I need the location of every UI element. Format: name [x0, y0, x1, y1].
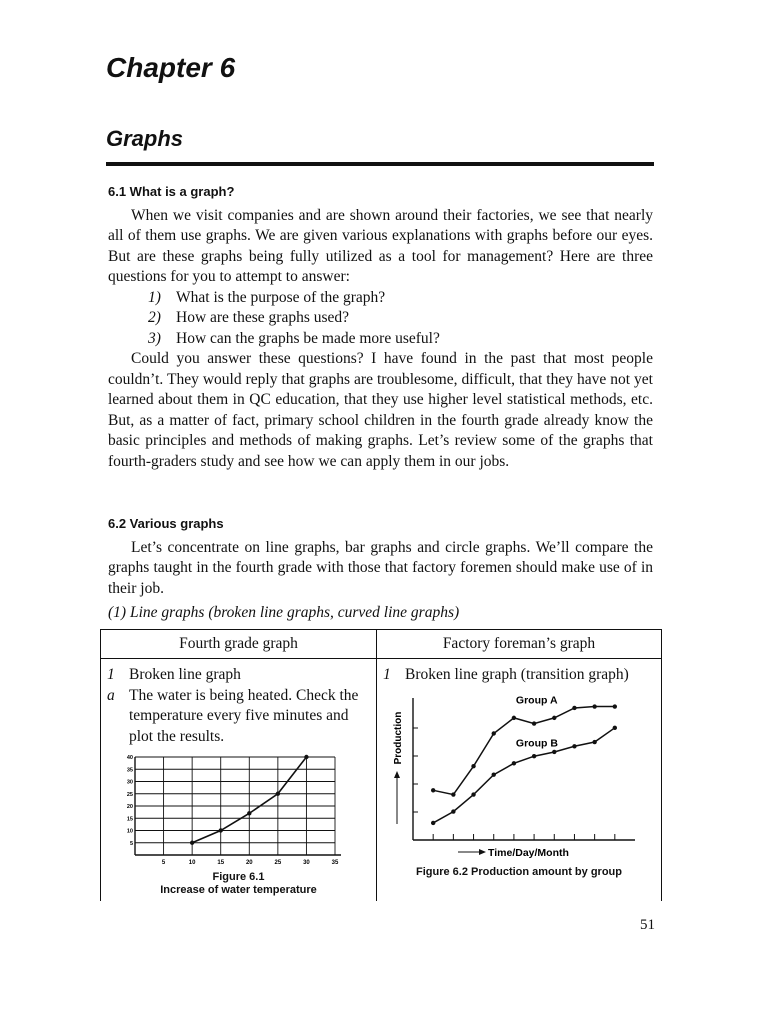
data-point — [572, 705, 576, 709]
data-point — [492, 731, 496, 735]
section-heading: 6.1 What is a graph? — [108, 184, 235, 199]
data-point — [572, 744, 576, 748]
data-point — [190, 841, 194, 845]
section-6-2 — [108, 514, 653, 624]
y-tick-label: 5 — [129, 840, 133, 847]
x-tick-label: 35 — [331, 860, 339, 866]
paragraph: Let’s concentrate on line graphs, bar graphs and circle graphs. We’ll compare the graphs taught in the fourth grade with those that factory foremen should make use of in their job. — [108, 538, 653, 597]
x-tick-label: 5 — [161, 860, 166, 866]
chart-production-by-group — [383, 690, 647, 864]
data-point — [304, 755, 308, 759]
series-line-group-a — [433, 706, 615, 794]
figure-caption: Production amount by group — [471, 865, 622, 878]
y-axis-label: Production — [393, 711, 404, 764]
y-tick-label: 15 — [126, 816, 133, 823]
chapter-label: Chapter 6 — [106, 52, 236, 83]
data-point — [532, 754, 536, 758]
y-tick-label: 40 — [126, 755, 133, 761]
figure-caption-line — [383, 866, 655, 879]
figure-caption: Increase of water temperature — [160, 884, 317, 896]
data-point — [247, 811, 251, 815]
figure-label: Figure 6.1 — [212, 871, 265, 883]
list-item: 3) How can the graphs be made more useful? — [148, 329, 440, 347]
left-cell: 1 Broken line graph a The water is being heated. Check the temperature every five minutes and plot the results. 5 10 15 20 25 30 35 5 10 15 20 25 30 35 40 Figure 6.1 Increase of water temperature — [101, 659, 377, 902]
item-title: Broken line graph — [129, 666, 241, 683]
x-tick-label: 20 — [245, 860, 253, 866]
data-point — [219, 828, 223, 832]
section-heading: 6.2 Various graphs — [108, 516, 224, 531]
data-point — [512, 715, 516, 719]
plot-area — [393, 694, 635, 858]
chart-water-temperature — [107, 751, 359, 869]
paragraph: When we visit companies and are shown around their factories, we see that nearly all of them use graphs. We are given various explanations with graphs before our eyes. But are these graphs being fully utilized as a tool for management? Here are three questions for you to attempt to answer: — [108, 206, 653, 285]
data-point — [552, 715, 556, 719]
question-list — [108, 288, 653, 350]
x-tick-label: 25 — [274, 860, 282, 866]
data-point — [471, 763, 475, 767]
chapter-title: Graphs — [106, 126, 184, 151]
y-tick-label: 35 — [126, 767, 133, 774]
title-rule — [106, 162, 654, 166]
data-point — [471, 792, 475, 796]
series-label: Group A — [515, 694, 558, 707]
list-item: 1) What is the purpose of the graph? — [148, 288, 386, 306]
x-tick-label: 15 — [217, 860, 225, 866]
data-point — [492, 772, 496, 776]
section-6-1 — [108, 182, 653, 472]
plot-area — [127, 755, 341, 866]
y-tick-label: 25 — [126, 791, 133, 798]
data-point — [276, 792, 280, 796]
item-title: Broken line graph (transition graph) — [405, 666, 629, 683]
data-point — [431, 820, 435, 824]
series-label: Group B — [515, 736, 558, 749]
data-point — [532, 721, 536, 725]
figure-label: Figure 6.2 — [416, 865, 468, 878]
y-tick-label: 20 — [126, 804, 133, 810]
item-text: The water is being heated. Check the temperature every five minutes and plot the results. — [129, 686, 359, 745]
data-point — [592, 704, 596, 708]
subheading: (1) Line graphs (broken line graphs, curved line graphs) — [108, 604, 460, 621]
data-point — [613, 704, 617, 708]
y-tick-label: 30 — [126, 779, 133, 786]
paragraph: Could you answer these questions? I have found in the past that most people couldn’t. They would reply that graphs are troublesome, difficult, that they have not yet learned about them in QC education, that they use higher level statistical methods, etc. But, as a matter of fact, primary school children in the fourth grade already know the basic principles and methods of making graphs. Let’s review some of the graphs that fourth-graders study and see how we can apply them in our jobs. — [108, 350, 653, 470]
x-tick-label: 10 — [188, 860, 196, 866]
y-tick-label: 10 — [126, 828, 133, 835]
comparison-table — [100, 629, 662, 901]
x-axis-arrowhead — [479, 849, 486, 855]
table-header: Factory foreman’s graph — [377, 630, 662, 659]
data-point — [431, 788, 435, 792]
data-point — [451, 809, 455, 813]
data-point — [613, 725, 617, 729]
table-header: Fourth grade graph — [101, 630, 377, 659]
x-tick-label: 30 — [303, 860, 310, 866]
list-item: 2) How are these graphs used? — [148, 309, 350, 326]
right-cell: 1 Broken line graph (transition graph) Production Time/Day/Month Group A Group B Figure 6.2 Production amount by group — [377, 659, 662, 902]
data-point — [592, 739, 596, 743]
y-axis-arrowhead — [394, 771, 400, 778]
data-point — [512, 761, 516, 765]
data-point — [451, 792, 455, 796]
page-number: 51 — [640, 917, 655, 933]
x-axis-label: Time/Day/Month — [488, 846, 569, 859]
data-point — [552, 749, 556, 753]
